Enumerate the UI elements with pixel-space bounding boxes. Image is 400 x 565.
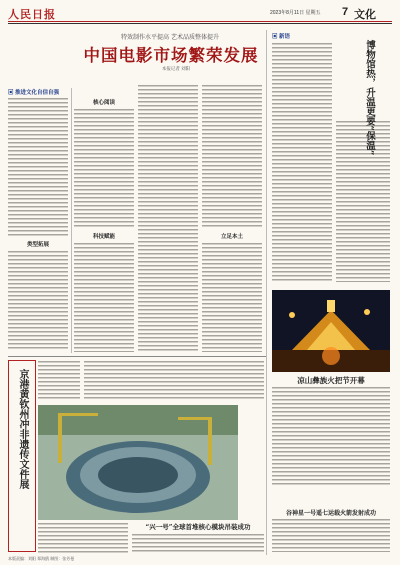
lead-byline: 本报记者 刘阳 (161, 66, 191, 71)
lead-headline: 中国电影市场繁荣发展 (83, 46, 259, 65)
issue-date: 2023年8月11日 星期五 (270, 10, 321, 16)
page-number: 7 (342, 6, 349, 18)
mid-column-text-5 (202, 242, 262, 352)
festival-night-image (272, 290, 390, 372)
left-column-label: ▣ 推进文化自信自强 (8, 90, 60, 96)
reactor-headline: “兴一号”全球首堆核心模块吊装成功 (145, 523, 251, 531)
rocket-launch-headline: 谷神星一号遥七运载火箭发射成功 (285, 510, 376, 517)
commentary-title: 博物馆热，升温更要“保温” (364, 40, 375, 156)
newspaper-logo: 人民日报 (8, 8, 56, 21)
mid-subhead-local: 立足本土 (220, 234, 243, 240)
bottom-mid-text (84, 360, 264, 400)
photo-caption-text (38, 522, 128, 554)
mid-column-text-2 (74, 242, 134, 352)
right-divider (266, 30, 267, 555)
mid-subhead-tech: 科技赋能 (92, 234, 115, 240)
left-column-text (8, 97, 68, 237)
column-divider (71, 88, 72, 353)
section-name: 文化 (354, 8, 376, 21)
reactor-site-image (38, 405, 238, 520)
mid-column-text-3 (138, 84, 198, 352)
mid-column-text-1 (74, 108, 134, 228)
section-rule (8, 356, 266, 357)
masthead-rule-thin (8, 23, 392, 24)
left-subhead: 类型拓展 (26, 242, 49, 248)
page-footer: 本版责编：刘阳 郑海鸥 制图：张芳曼 (8, 556, 75, 561)
vertical-title-box (8, 360, 36, 552)
right-column-label: ▣ 新语 (272, 34, 291, 40)
torch-festival-headline: 凉山彝族火把节开幕 (297, 376, 365, 385)
right-column-text-1 (272, 42, 332, 282)
lead-kicker: 特效制作水平提高 艺术品质整体提升 (121, 34, 219, 41)
square-icon: ▣ (272, 34, 278, 40)
reactor-text (132, 533, 264, 553)
torch-festival-photo (272, 290, 390, 372)
bottom-left-text (38, 360, 80, 400)
vertical-feature-title: 京港黄钦州冲非遗传文件展 (17, 369, 28, 489)
masthead-rule (8, 21, 392, 22)
left-column-text-2 (8, 250, 68, 350)
reactor-photo (38, 405, 238, 520)
torch-festival-text (272, 386, 390, 486)
mid-column-text-4 (202, 84, 262, 229)
square-icon: ▣ (8, 90, 14, 96)
rocket-launch-text (272, 518, 390, 552)
masthead (8, 6, 392, 20)
mid-subhead-core: 核心阅读 (92, 100, 115, 106)
